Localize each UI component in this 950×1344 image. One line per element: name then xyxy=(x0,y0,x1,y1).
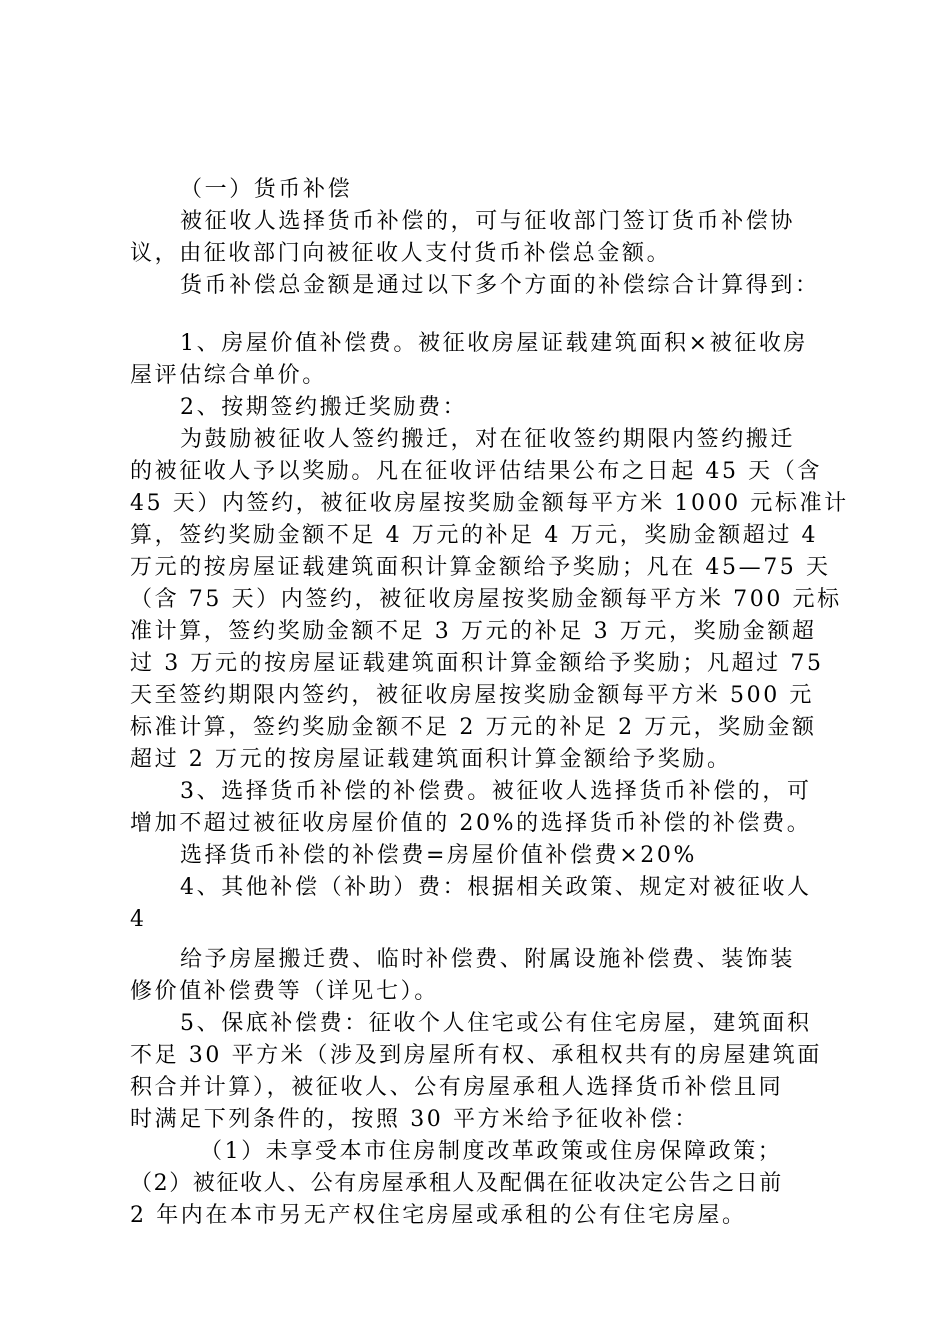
paragraph-line: 积合并计算），被征收人、公有房屋承租人选择货币补偿且同 xyxy=(130,1075,784,1100)
condition-item-1: （1）未享受本市住房制度改革政策或住房保障政策； xyxy=(200,1139,783,1164)
paragraph-line: 4、其他补偿（补助）费：根据相关政策、规定对被征收人 xyxy=(180,875,812,900)
paragraph-line: 的被征收人予以奖励。凡在征收评估结果公布之日起 45 天（含 xyxy=(130,459,822,484)
paragraph-line: 不足 30 平方米（涉及到房屋所有权、承租权共有的房屋建筑面 xyxy=(130,1043,822,1068)
paragraph-line: 万元的按房屋证载建筑面积计算金额给予奖励；凡在 45—75 天 xyxy=(130,555,831,580)
paragraph-line: 2 年内在本市另无产权住宅房屋或承租的公有住宅房屋。 xyxy=(130,1203,747,1228)
paragraph-line: 超过 2 万元的按房屋证载建筑面积计算金额给予奖励。 xyxy=(130,747,732,772)
paragraph-line: 5、保底补偿费：征收个人住宅或公有住宅房屋，建筑面积 xyxy=(180,1011,812,1036)
paragraph-line: 屋评估综合单价。 xyxy=(130,363,327,388)
condition-item-2: （2）被征收人、公有房屋承租人及配偶在征收决定公告之日前 xyxy=(130,1171,783,1196)
page-number: 4 xyxy=(130,907,147,932)
paragraph-line: 标准计算，签约奖励金额不足 2 万元的补足 2 万元，奖励金额 xyxy=(130,715,817,740)
paragraph-line: 增加不超过被征收房屋价值的 20%的选择货币补偿的补偿费。 xyxy=(130,811,812,836)
paragraph-line: 为鼓励被征收人签约搬迁，对在征收签约期限内签约搬迁 xyxy=(180,427,796,452)
paragraph-line: 货币补偿总金额是通过以下多个方面的补偿综合计算得到： xyxy=(180,273,820,298)
paragraph-line: 2、按期签约搬迁奖励费： xyxy=(180,395,468,420)
paragraph-line: 修价值补偿费等（详见七）。 xyxy=(130,979,439,1004)
paragraph-line: 过 3 万元的按房屋证载建筑面积计算金额给予奖励；凡超过 75 xyxy=(130,651,824,676)
paragraph-line: 算，签约奖励金额不足 4 万元的补足 4 万元，奖励金额超过 4 xyxy=(130,523,819,548)
paragraph-line: 准计算，签约奖励金额不足 3 万元的补足 3 万元，奖励金额超 xyxy=(130,619,817,644)
paragraph-line: 给予房屋搬迁费、临时补偿费、附属设施补偿费、装饰装 xyxy=(180,947,796,972)
paragraph-line: 3、选择货币补偿的补偿费。被征收人选择货币补偿的，可 xyxy=(180,779,812,804)
section-heading: （一）货币补偿 xyxy=(180,177,353,202)
paragraph-line: （含 75 天）内签约，被征收房屋按奖励金额每平方米 700 元标 xyxy=(130,587,842,612)
paragraph-line: 45 天）内签约，被征收房屋按奖励金额每平方米 1000 元标准计 xyxy=(130,491,849,516)
paragraph-line: 时满足下列条件的，按照 30 平方米给予征收补偿： xyxy=(130,1107,699,1132)
paragraph-line: 天至签约期限内签约，被征收房屋按奖励金额每平方米 500 元 xyxy=(130,683,814,708)
paragraph-line: 被征收人选择货币补偿的，可与征收部门签订货币补偿协 xyxy=(180,209,796,234)
paragraph-line: 议，由征收部门向被征收人支付货币补偿总金额。 xyxy=(130,241,672,266)
paragraph-line: 1、房屋价值补偿费。被征收房屋证载建筑面积×被征收房 xyxy=(180,331,809,356)
formula-line: 选择货币补偿的补偿费=房屋价值补偿费×20% xyxy=(180,843,697,868)
